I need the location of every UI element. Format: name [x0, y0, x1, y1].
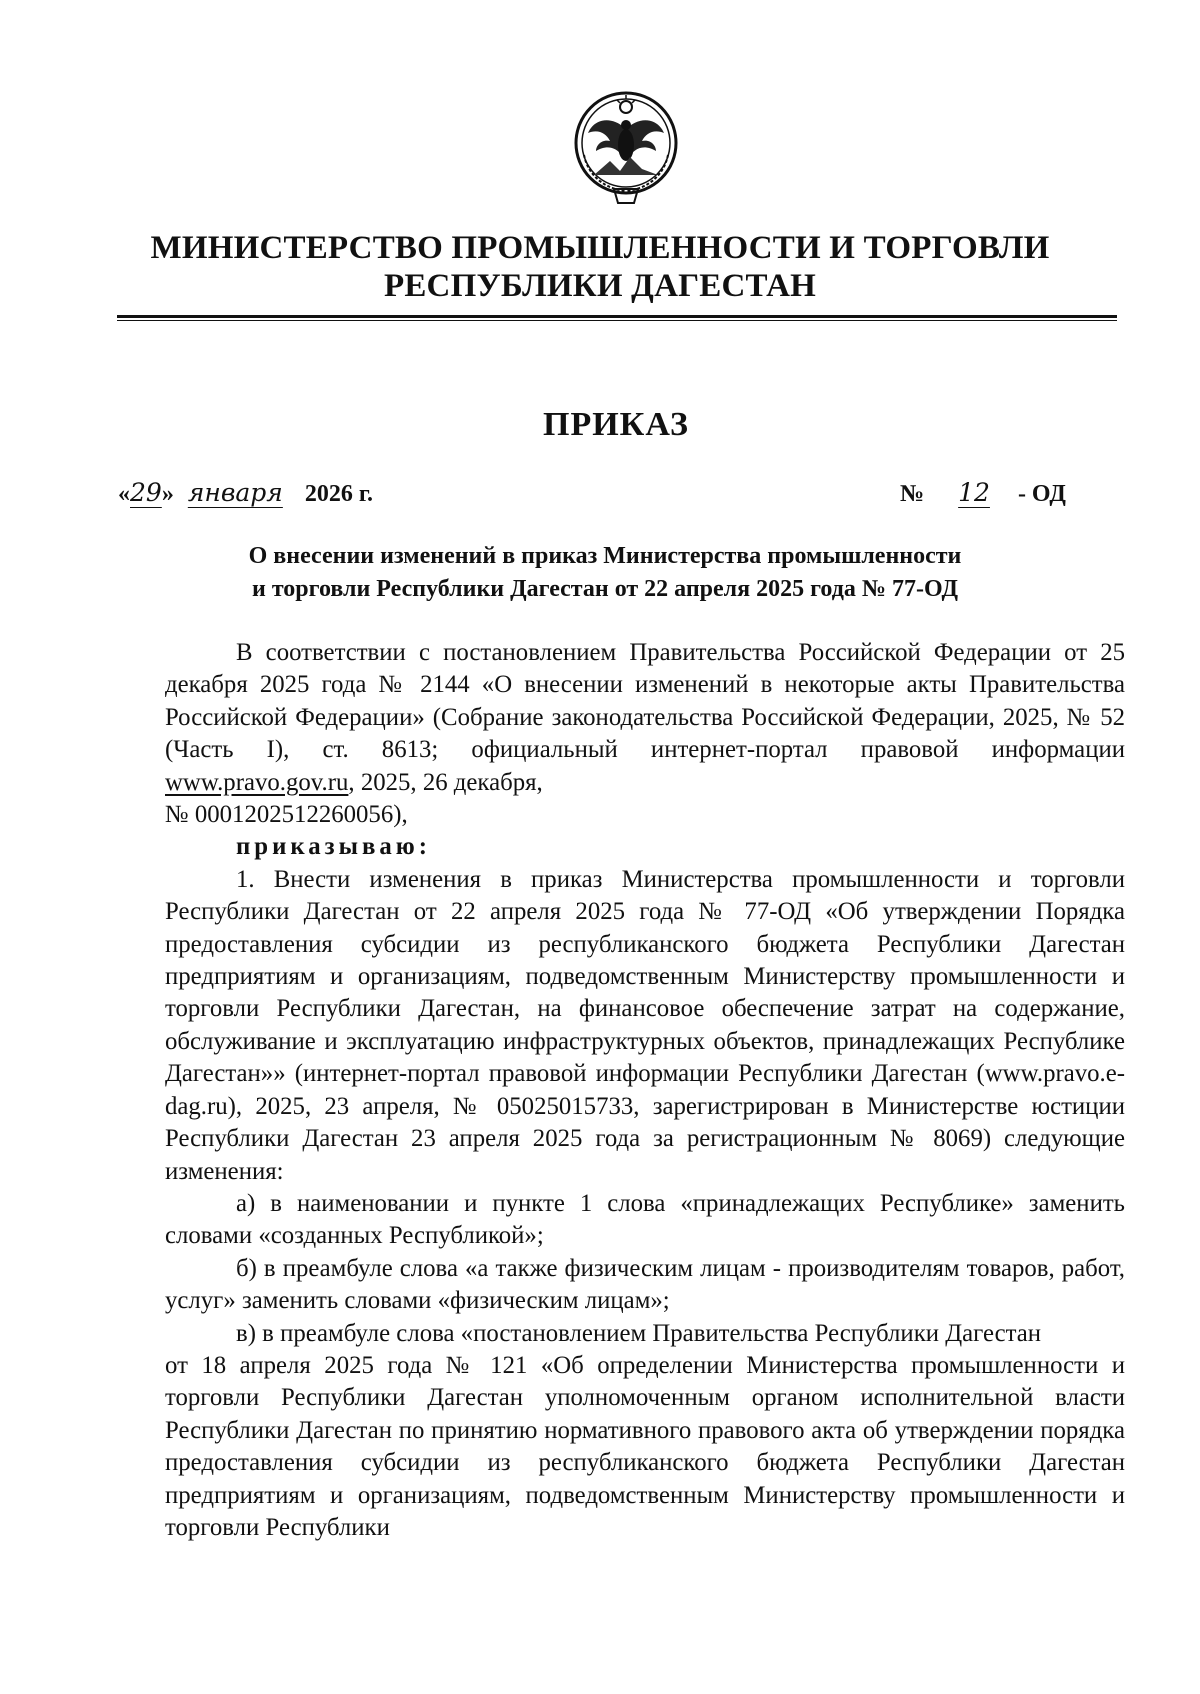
document-body — [165, 637, 1125, 1544]
order-word-paragraph — [165, 831, 1125, 863]
item-b: б) в преамбуле слова «а также физическим лицам - производителям товаров, работ, услуг» заменить словами «физическим лицам»; — [165, 1254, 1125, 1315]
preamble-publication-number: № 0001202512260056), — [165, 801, 408, 829]
number-suffix: - ОД — [1017, 481, 1066, 507]
header-divider-thick — [117, 315, 1117, 318]
document-title: ПРИКАЗ — [543, 406, 689, 443]
subject-line2: и торговли Республики Дагестан от 22 апреля 2025 года № 77-ОД — [252, 576, 958, 602]
date-close-quote: » — [161, 481, 174, 507]
pravo-gov-link[interactable]: www.pravo.gov.ru — [165, 768, 349, 796]
date-day-handwritten: 29 — [130, 478, 162, 507]
preamble-paragraph — [165, 637, 1125, 831]
ministry-name-line2: РЕСПУБЛИКИ ДАГЕСТАН — [383, 268, 817, 304]
preamble-date: , 2025, 26 декабря, — [348, 768, 543, 796]
preamble-text: В соответствии с постановлением Правительства Российской Федерации от 25 декабря 2025 года № 2144 «О внесении изменений в некоторые акты Правительства Российской Федерации» (Собрание законодательства Российской Федерации, 2025, № 52 (Часть I), ст. 8613; официальный интернет-портал правовой информации — [165, 639, 1125, 764]
header-divider-thin — [117, 320, 1117, 321]
order-date — [118, 478, 373, 508]
ministry-name-line1: МИНИСТЕРСТВО ПРОМЫШЛЕННОСТИ И ТОРГОВЛИ — [150, 230, 1050, 266]
date-open-quote: « — [118, 481, 130, 507]
item-v-line1: в) в преамбуле слова «постановлением Правительства Республики Дагестан — [236, 1319, 1042, 1347]
order-number — [900, 478, 1066, 508]
order-subject — [130, 540, 1080, 606]
coat-of-arms-emblem — [566, 85, 686, 209]
item-v-continuation: от 18 апреля 2025 года № 121 «Об определении Министерства промышленности и торговли Республики Дагестан уполномоченным органом исполнительной власти Республики Дагестан по принятию нормативного правового акта об утверждении порядка предоставления субсидии из республиканского бюджета Республики Дагестан предприятиям и организациям, подведомственным Министерству промышленности и торговли Республики — [165, 1351, 1125, 1541]
order-word: приказываю: — [236, 833, 431, 861]
number-value-handwritten: 12 — [958, 478, 990, 507]
number-prefix: № — [900, 481, 925, 507]
item-1: 1. Внести изменения в приказ Министерства промышленности и торговли Республики Дагестан от 22 апреля 2025 года № 77-ОД «Об утверждении Порядка предоставления субсидии из республиканского бюджета Республики Дагестан предприятиям и организациям, подведомственным Министерству промышленности и торговли Республики Дагестан, на финансовое обеспечение затрат на содержание, обслуживание и эксплуатацию инфраструктурных объектов, принадлежащих Республике Дагестан»» (интернет-портал правовой информации Республики Дагестан (www.pravo.e-dag.ru), 2025, 23 апреля, № 05025015733, зарегистрирован в Министерстве юстиции Республики Дагестан 23 апреля 2025 года за регистрационным № 8069) следующие изменения: — [165, 865, 1125, 1185]
item-a: а) в наименовании и пункте 1 слова «принадлежащих Республике» заменить словами «созданных Республикой»; — [165, 1189, 1125, 1250]
subject-line1: О внесении изменений в приказ Министерства промышленности — [248, 543, 962, 569]
date-month-handwritten: января — [187, 478, 283, 507]
date-year: 2026 г. — [304, 481, 374, 507]
